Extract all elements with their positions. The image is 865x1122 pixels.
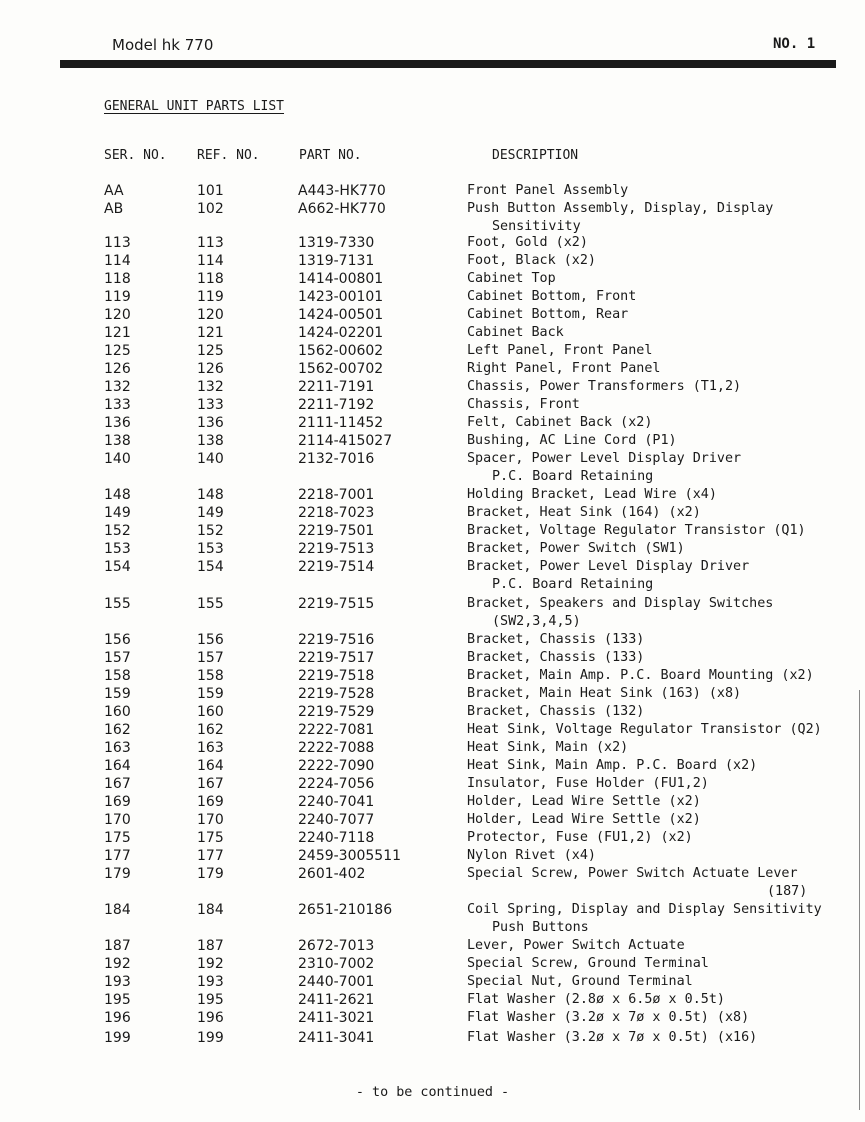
table-row (0, 794, 865, 812)
table-row (0, 183, 865, 201)
ser-no-cell: 195 (104, 992, 131, 1008)
ser-no-cell: 160 (104, 704, 131, 720)
table-row (0, 523, 865, 541)
table-row (0, 379, 865, 397)
ser-no-cell: 132 (104, 379, 131, 395)
part-no-cell: 2211-7191 (298, 379, 375, 395)
description-cell: Protector, Fuse (FU1,2) (x2) (467, 830, 693, 845)
ref-no-header: REF. NO. (197, 148, 260, 163)
part-no-cell: 2411-3041 (298, 1030, 375, 1046)
ref-no-cell: 179 (197, 866, 224, 882)
ref-no-cell: 102 (197, 201, 224, 217)
part-no-cell: 2219-7516 (298, 632, 375, 648)
description-cell: Cabinet Top (467, 271, 556, 286)
part-no-cell: 2222-7090 (298, 758, 375, 774)
table-row (0, 253, 865, 271)
ser-no-cell: 177 (104, 848, 131, 864)
ref-no-cell: 156 (197, 632, 224, 648)
table-row (0, 397, 865, 415)
ser-no-cell: 169 (104, 794, 131, 810)
description-cell: Foot, Black (x2) (467, 253, 596, 268)
ref-no-cell: 163 (197, 740, 224, 756)
description-header: DESCRIPTION (492, 148, 579, 163)
ref-no-cell: 162 (197, 722, 224, 738)
description-cell: Heat Sink, Main (x2) (467, 740, 629, 755)
ser-no-cell: 164 (104, 758, 131, 774)
part-no-cell: 2222-7081 (298, 722, 375, 738)
part-no-cell: 1319-7131 (298, 253, 375, 269)
part-no-cell: 2219-7513 (298, 541, 375, 557)
ser-no-cell: 154 (104, 559, 131, 575)
continued-note: - to be continued - (355, 1085, 510, 1100)
ref-no-cell: 101 (197, 183, 224, 199)
ref-no-cell: 136 (197, 415, 224, 431)
ser-no-cell: 159 (104, 686, 131, 702)
ser-no-cell: 125 (104, 343, 131, 359)
description-cell: Holding Bracket, Lead Wire (x4) (467, 487, 717, 502)
table-row (0, 938, 865, 956)
part-no-cell: 2440-7001 (298, 974, 375, 990)
description-cell: Bracket, Heat Sink (164) (x2) (467, 505, 701, 520)
ref-no-cell: 114 (197, 253, 224, 269)
table-row (0, 956, 865, 974)
table-row (0, 812, 865, 830)
description-cell: Chassis, Power Transformers (T1,2) (467, 379, 742, 394)
table-row (0, 632, 865, 650)
table-row (0, 1010, 865, 1028)
part-no-cell: 1562-00702 (298, 361, 384, 377)
table-row (0, 992, 865, 1010)
ref-no-cell: 155 (197, 596, 224, 612)
part-no-cell: 1414-00801 (298, 271, 384, 287)
part-no-cell: 1319-7330 (298, 235, 375, 251)
model-title: Model hk 770 (112, 36, 214, 54)
part-no-cell: 1423-00101 (298, 289, 384, 305)
ref-no-cell: 140 (197, 451, 224, 467)
description-cell: Bracket, Main Heat Sink (163) (x8) (467, 686, 742, 701)
part-no-cell: 1562-00602 (298, 343, 384, 359)
table-row (0, 866, 865, 899)
ser-no-cell: 157 (104, 650, 131, 666)
ref-no-cell: 160 (197, 704, 224, 720)
table-row (0, 758, 865, 776)
ref-no-cell: 187 (197, 938, 224, 954)
part-no-cell: 2211-7192 (298, 397, 375, 413)
table-row (0, 451, 865, 484)
ser-no-cell: 153 (104, 541, 131, 557)
ref-no-cell: 153 (197, 541, 224, 557)
part-no-cell: 2219-7501 (298, 523, 375, 539)
part-no-cell: 2240-7041 (298, 794, 375, 810)
page-edge (859, 690, 860, 1110)
part-no-cell: A662-HK770 (298, 201, 386, 217)
table-row (0, 650, 865, 668)
ser-no-cell: 138 (104, 433, 131, 449)
description-cell: Bracket, Speakers and Display Switches (467, 596, 774, 611)
table-row (0, 415, 865, 433)
ref-no-cell: 192 (197, 956, 224, 972)
description-cell: Bracket, Chassis (133) (467, 650, 645, 665)
ser-no-cell: 120 (104, 307, 131, 323)
table-row (0, 325, 865, 343)
part-no-cell: 2219-7517 (298, 650, 375, 666)
part-no-cell: 2219-7518 (298, 668, 375, 684)
ref-no-cell: 126 (197, 361, 224, 377)
part-no-cell: 2240-7077 (298, 812, 375, 828)
part-no-cell: 2219-7515 (298, 596, 375, 612)
ser-no-cell: 136 (104, 415, 131, 431)
description-cell: Heat Sink, Voltage Regulator Transistor (Q2) (467, 722, 822, 737)
table-row (0, 902, 865, 935)
table-row (0, 668, 865, 686)
description-cell: Bracket, Chassis (133) (467, 632, 645, 647)
ser-no-cell: 119 (104, 289, 131, 305)
description-continuation: Sensitivity (492, 219, 581, 234)
ref-no-cell: 175 (197, 830, 224, 846)
part-no-cell: 1424-02201 (298, 325, 384, 341)
ref-no-cell: 154 (197, 559, 224, 575)
table-row (0, 704, 865, 722)
ser-no-cell: 114 (104, 253, 131, 269)
description-cell: Front Panel Assembly (467, 183, 629, 198)
description-cell: Flat Washer (2.8ø x 6.5ø x 0.5t) (467, 992, 725, 1007)
ser-no-cell: 179 (104, 866, 131, 882)
ref-no-cell: 199 (197, 1030, 224, 1046)
ref-no-cell: 148 (197, 487, 224, 503)
part-no-cell: 2224-7056 (298, 776, 375, 792)
table-row (0, 559, 865, 592)
ser-no-cell: 184 (104, 902, 131, 918)
ser-no-cell: 148 (104, 487, 131, 503)
table-row (0, 686, 865, 704)
ser-no-cell: 152 (104, 523, 131, 539)
ref-no-cell: 159 (197, 686, 224, 702)
table-row (0, 361, 865, 379)
description-cell: Push Button Assembly, Display, Display (467, 201, 774, 216)
ref-no-cell: 157 (197, 650, 224, 666)
ref-no-cell: 195 (197, 992, 224, 1008)
ser-no-cell: 192 (104, 956, 131, 972)
description-cell: Heat Sink, Main Amp. P.C. Board (x2) (467, 758, 758, 773)
part-no-cell: 2219-7529 (298, 704, 375, 720)
table-row (0, 487, 865, 505)
ser-no-cell: 126 (104, 361, 131, 377)
part-no-header: PART NO. (299, 148, 362, 163)
ser-no-cell: 149 (104, 505, 131, 521)
ref-no-cell: 164 (197, 758, 224, 774)
ser-no-cell: 187 (104, 938, 131, 954)
part-no-cell: 2310-7002 (298, 956, 375, 972)
ref-no-cell: 149 (197, 505, 224, 521)
ref-no-cell: 177 (197, 848, 224, 864)
ser-no-cell: 193 (104, 974, 131, 990)
ser-no-cell: 158 (104, 668, 131, 684)
table-row (0, 307, 865, 325)
table-row (0, 722, 865, 740)
description-cell: Felt, Cabinet Back (x2) (467, 415, 653, 430)
ser-no-cell: 170 (104, 812, 131, 828)
ref-no-cell: 118 (197, 271, 224, 287)
description-cell: Bracket, Power Level Display Driver (467, 559, 750, 574)
part-no-cell: 2651-210186 (298, 902, 393, 918)
table-row (0, 505, 865, 523)
description-cell: Coil Spring, Display and Display Sensitivity (467, 902, 822, 917)
ref-no-cell: 152 (197, 523, 224, 539)
table-row (0, 740, 865, 758)
description-cell: Special Nut, Ground Terminal (467, 974, 693, 989)
description-cell: Cabinet Bottom, Front (467, 289, 637, 304)
table-row (0, 433, 865, 451)
description-cell: Lever, Power Switch Actuate (467, 938, 685, 953)
ref-no-cell: 170 (197, 812, 224, 828)
part-no-cell: 2601-402 (298, 866, 366, 882)
description-cell: Special Screw, Power Switch Actuate Lever (467, 866, 798, 881)
ref-no-cell: 196 (197, 1010, 224, 1026)
ser-no-cell: 167 (104, 776, 131, 792)
part-no-cell: 2111-11452 (298, 415, 384, 431)
ref-no-cell: 121 (197, 325, 224, 341)
ser-no-header: SER. NO. (104, 148, 167, 163)
description-cell: Chassis, Front (467, 397, 580, 412)
ref-no-cell: 167 (197, 776, 224, 792)
description-cell: Special Screw, Ground Terminal (467, 956, 709, 971)
ref-no-cell: 113 (197, 235, 224, 251)
table-row (0, 271, 865, 289)
description-cell: Bracket, Chassis (132) (467, 704, 645, 719)
page-number: NO. 1 (773, 36, 816, 52)
description-cell: Flat Washer (3.2ø x 7ø x 0.5t) (x8) (467, 1010, 750, 1025)
table-row (0, 974, 865, 992)
description-cell: Left Panel, Front Panel (467, 343, 653, 358)
table-row (0, 235, 865, 253)
table-row (0, 776, 865, 794)
description-continuation: (SW2,3,4,5) (492, 614, 581, 629)
description-cell: Foot, Gold (x2) (467, 235, 588, 250)
part-no-cell: 2222-7088 (298, 740, 375, 756)
table-row (0, 541, 865, 559)
part-no-cell: 2411-3021 (298, 1010, 375, 1026)
ser-no-cell: 113 (104, 235, 131, 251)
description-cell: Cabinet Bottom, Rear (467, 307, 629, 322)
ref-no-cell: 125 (197, 343, 224, 359)
table-row (0, 830, 865, 848)
ser-no-cell: 162 (104, 722, 131, 738)
ser-no-cell: 155 (104, 596, 131, 612)
ref-no-cell: 119 (197, 289, 224, 305)
ser-no-cell: 133 (104, 397, 131, 413)
description-cell: Bracket, Main Amp. P.C. Board Mounting (x2) (467, 668, 814, 683)
part-no-cell: 2219-7528 (298, 686, 375, 702)
ser-no-cell: 140 (104, 451, 131, 467)
ref-no-cell: 132 (197, 379, 224, 395)
part-no-cell: A443-HK770 (298, 183, 386, 199)
part-no-cell: 2218-7001 (298, 487, 375, 503)
description-continuation: P.C. Board Retaining (492, 469, 654, 484)
table-row (0, 289, 865, 307)
table-row (0, 201, 865, 234)
ser-no-cell: 163 (104, 740, 131, 756)
table-row (0, 343, 865, 361)
part-no-cell: 1424-00501 (298, 307, 384, 323)
table-row (0, 596, 865, 629)
description-continuation: (187) (767, 884, 808, 899)
part-no-cell: 2459-3005511 (298, 848, 402, 864)
description-continuation: Push Buttons (492, 920, 589, 935)
description-cell: Flat Washer (3.2ø x 7ø x 0.5t) (x16) (467, 1030, 758, 1045)
description-cell: Nylon Rivet (x4) (467, 848, 596, 863)
description-cell: Cabinet Back (467, 325, 564, 340)
ser-no-cell: 175 (104, 830, 131, 846)
description-cell: Holder, Lead Wire Settle (x2) (467, 794, 701, 809)
section-title: GENERAL UNIT PARTS LIST (104, 99, 285, 114)
description-cell: Spacer, Power Level Display Driver (467, 451, 742, 466)
part-no-cell: 2132-7016 (298, 451, 375, 467)
ref-no-cell: 120 (197, 307, 224, 323)
description-cell: Bracket, Voltage Regulator Transistor (Q1) (467, 523, 806, 538)
part-no-cell: 2219-7514 (298, 559, 375, 575)
description-cell: Right Panel, Front Panel (467, 361, 661, 376)
part-no-cell: 2411-2621 (298, 992, 375, 1008)
description-continuation: P.C. Board Retaining (492, 577, 654, 592)
ser-no-cell: AB (104, 201, 124, 217)
part-no-cell: 2672-7013 (298, 938, 375, 954)
ser-no-cell: 121 (104, 325, 131, 341)
description-cell: Insulator, Fuse Holder (FU1,2) (467, 776, 709, 791)
table-row (0, 848, 865, 866)
part-no-cell: 2240-7118 (298, 830, 375, 846)
part-no-cell: 2114-415027 (298, 433, 393, 449)
ref-no-cell: 138 (197, 433, 224, 449)
ser-no-cell: 196 (104, 1010, 131, 1026)
ser-no-cell: 118 (104, 271, 131, 287)
ref-no-cell: 158 (197, 668, 224, 684)
ref-no-cell: 133 (197, 397, 224, 413)
ser-no-cell: 156 (104, 632, 131, 648)
ref-no-cell: 169 (197, 794, 224, 810)
description-cell: Bracket, Power Switch (SW1) (467, 541, 685, 556)
description-cell: Bushing, AC Line Cord (P1) (467, 433, 677, 448)
ser-no-cell: 199 (104, 1030, 131, 1046)
header-rule (60, 60, 836, 68)
description-cell: Holder, Lead Wire Settle (x2) (467, 812, 701, 827)
ref-no-cell: 184 (197, 902, 224, 918)
ref-no-cell: 193 (197, 974, 224, 990)
ser-no-cell: AA (104, 183, 124, 199)
part-no-cell: 2218-7023 (298, 505, 375, 521)
table-row (0, 1030, 865, 1048)
